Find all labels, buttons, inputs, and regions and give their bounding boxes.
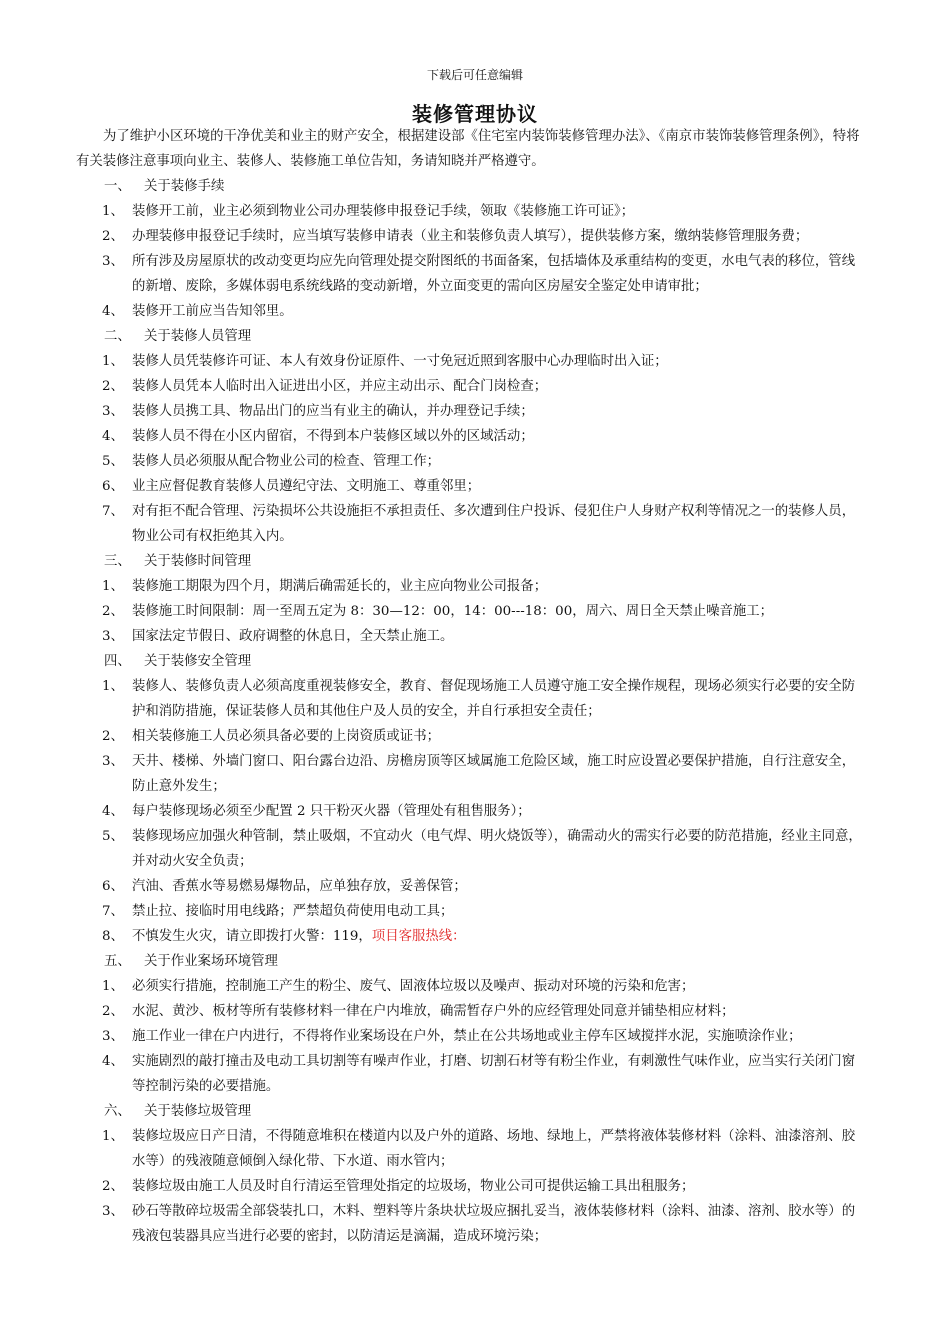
item-number: 8、 (102, 929, 124, 944)
item-text: 砂石等散碎垃圾需全部袋装扎口，木料、塑料等片条块状垃圾应捆扎妥当，液体装修材料（涂料、油漆、溶剂、胶水等）的残液包装器具应当进行必要的密封，以防清运是滴漏，造成环境污染； (132, 1204, 856, 1244)
section-title: 关于作业案场环境管理 (144, 954, 278, 969)
list-item (76, 424, 862, 449)
item-number: 2、 (102, 229, 124, 244)
section-heading (76, 549, 862, 574)
item-text: 装修垃圾应日产日清，不得随意堆积在楼道内以及户外的道路、场地、绿地上，严禁将液体装修材料（涂料、油漆溶剂、胶水等）的残液随意倾倒入绿化带、下水道、雨水管内； (132, 1129, 856, 1169)
list-item (76, 1199, 862, 1249)
list-item (76, 624, 862, 649)
list-item (76, 999, 862, 1024)
item-number: 5、 (102, 454, 124, 469)
section-title: 关于装修安全管理 (144, 654, 252, 669)
item-text: 水泥、黄沙、板材等所有装修材料一律在户内堆放，确需暂存户外的应经管理处同意并铺垫相应材料； (132, 1004, 735, 1019)
list-item (76, 574, 862, 599)
item-text: 办理装修申报登记手续时，应当填写装修申请表（业主和装修负责人填写），提供装修方案，缴纳装修管理服务费； (132, 229, 809, 244)
header-note: 下载后可任意编辑 (426, 68, 523, 82)
list-item (76, 1024, 862, 1049)
list-item (76, 349, 862, 374)
section-title: 关于装修时间管理 (144, 554, 252, 569)
list-item (76, 674, 862, 724)
list-item (76, 899, 862, 924)
item-number: 1、 (102, 679, 124, 694)
item-number: 6、 (102, 879, 124, 894)
list-item (76, 1049, 862, 1099)
section-title: 关于装修手续 (144, 179, 225, 194)
item-text: 装修人员携工具、物品出门的应当有业主的确认，并办理登记手续； (132, 404, 534, 419)
item-text: 装修人、装修负责人必须高度重视装修安全，教育、督促现场施工人员遵守施工安全操作规程，现场必须实行必要的安全防护和消防措施，保证装修人员和其他住户及人员的安全，并自行承担安全责任； (132, 679, 856, 719)
list-item (76, 399, 862, 424)
section-number: 五、 (104, 954, 131, 969)
list-item (76, 874, 862, 899)
item-text: 装修施工时间限制：周一至周五定为 8：30—12：00，14：00---18：00，周六、周日全天禁止噪音施工； (132, 604, 774, 619)
section-heading (76, 1099, 862, 1124)
list-item (76, 924, 862, 949)
item-text: 国家法定节假日、政府调整的休息日，全天禁止施工。 (132, 629, 454, 644)
item-text: 装修人员必须服从配合物业公司的检查、管理工作； (132, 454, 440, 469)
section-heading (76, 174, 862, 199)
list-item (76, 474, 862, 499)
item-text: 业主应督促教育装修人员遵纪守法、文明施工、尊重邻里； (132, 479, 481, 494)
item-text: 装修人员凭装修许可证、本人有效身份证原件、一寸免冠近照到客服中心办理临时出入证； (132, 354, 668, 369)
item-text: 装修开工前应当告知邻里。 (132, 304, 293, 319)
list-item (76, 249, 862, 299)
intro-paragraph: 为了维护小区环境的干净优美和业主的财产安全，根据建设部《住宅室内装饰装修管理办法》、《南京市装饰装修管理条例》，特将有关装修注意事项向业主、装修人、装修施工单位告知，务请知晓并严格遵守。 (76, 129, 860, 169)
item-number: 3、 (102, 1029, 124, 1044)
item-number: 7、 (102, 904, 124, 919)
list-item (76, 749, 862, 799)
list-item (76, 824, 862, 874)
item-text: 相关装修施工人员必须具备必要的上岗资质或证书； (132, 729, 440, 744)
item-number: 4、 (102, 1054, 124, 1069)
item-number: 4、 (102, 804, 124, 819)
list-item (76, 799, 862, 824)
list-item (76, 199, 862, 224)
item-number: 3、 (102, 1204, 124, 1219)
item-text: 装修人员不得在小区内留宿，不得到本户装修区域以外的区域活动； (132, 429, 534, 444)
item-number: 3、 (102, 404, 124, 419)
item-number: 5、 (102, 829, 124, 844)
list-item (76, 1174, 862, 1199)
item-text: 汽油、香蕉水等易燃易爆物品，应单独存放，妥善保管； (132, 879, 467, 894)
section-title: 关于装修人员管理 (144, 329, 252, 344)
section-number: 二、 (104, 329, 131, 344)
item-number: 3、 (102, 629, 124, 644)
item-text: 实施剧烈的敲打撞击及电动工具切割等有噪声作业，打磨、切割石材等有粉尘作业，有刺激性气味作业，应当实行关闭门窗等控制污染的必要措施。 (132, 1054, 856, 1094)
item-number: 2、 (102, 379, 124, 394)
list-item (76, 224, 862, 249)
list-item (76, 974, 862, 999)
item-number: 1、 (102, 1129, 124, 1144)
item-number: 7、 (102, 504, 124, 519)
section-title: 关于装修垃圾管理 (144, 1104, 252, 1119)
item-text: 必须实行措施，控制施工产生的粉尘、废气、固液体垃圾以及噪声、振动对环境的污染和危害； (132, 979, 695, 994)
item-text: 装修人员凭本人临时出入证进出小区，并应主动出示、配合门岗检查； (132, 379, 548, 394)
item-text: 装修现场应加强火种管制，禁止吸烟，不宜动火（电气焊、明火烧饭等），确需动火的需实行必要的防范措施，经业主同意，并对动火安全负责； (132, 829, 862, 869)
item-text: 不慎发生火灾，请立即拨打火警：119， (132, 929, 372, 944)
item-text: 施工作业一律在户内进行，不得将作业案场设在户外，禁止在公共场地或业主停车区域搅拌水泥，实施喷涂作业； (132, 1029, 802, 1044)
section-heading (76, 949, 862, 974)
item-number: 2、 (102, 604, 124, 619)
item-text: 装修施工期限为四个月，期满后确需延长的，业主应向物业公司报备； (132, 579, 548, 594)
section-number: 六、 (104, 1104, 131, 1119)
item-text: 所有涉及房屋原状的改动变更均应先向管理处提交附图纸的书面备案，包括墙体及承重结构的变更，水电气表的移位，管线的新增、废除，多媒体弱电系统线路的变动新增，外立面变更的需向区房屋安全鉴定处申请审批； (132, 254, 856, 294)
item-text: 禁止拉、接临时用电线路；严禁超负荷使用电动工具； (132, 904, 454, 919)
item-text: 每户装修现场必须至少配置 2 只干粉灭火器（管理处有租售服务）； (132, 804, 531, 819)
item-number: 3、 (102, 754, 124, 769)
section-number: 一、 (104, 179, 131, 194)
list-item (76, 299, 862, 324)
item-text: 装修开工前，业主必须到物业公司办理装修申报登记手续，领取《装修施工许可证》； (132, 204, 635, 219)
item-text: 装修垃圾由施工人员及时自行清运至管理处指定的垃圾场，物业公司可提供运输工具出租服务； (132, 1179, 695, 1194)
item-number: 1、 (102, 204, 124, 219)
list-item (76, 499, 862, 549)
item-number: 2、 (102, 1004, 124, 1019)
item-number: 1、 (102, 579, 124, 594)
item-number: 1、 (102, 979, 124, 994)
item-text: 天井、楼梯、外墙门窗口、阳台露台边沿、房檐房顶等区域属施工危险区域，施工时应设置必要保护措施，自行注意安全，防止意外发生； (132, 754, 856, 794)
list-item (76, 599, 862, 624)
list-item (76, 374, 862, 399)
item-number: 4、 (102, 429, 124, 444)
item-text: 对有拒不配合管理、污染损坏公共设施拒不承担责任、多次遭到住户投诉、侵犯住户人身财产权利等情况之一的装修人员，物业公司有权拒绝其入内。 (132, 504, 856, 544)
section-number: 四、 (104, 654, 131, 669)
list-item (76, 449, 862, 474)
item-number: 2、 (102, 1179, 124, 1194)
hotline-text: 项目客服热线： (371, 929, 466, 944)
list-item (76, 1124, 862, 1174)
list-item (76, 724, 862, 749)
item-number: 2、 (102, 729, 124, 744)
document-body (76, 124, 862, 1249)
section-number: 三、 (104, 554, 131, 569)
document-title: 装修管理协议 (412, 102, 538, 126)
item-number: 6、 (102, 479, 124, 494)
item-number: 1、 (102, 354, 124, 369)
item-number: 3、 (102, 254, 124, 269)
section-heading (76, 649, 862, 674)
section-heading (76, 324, 862, 349)
item-number: 4、 (102, 304, 124, 319)
